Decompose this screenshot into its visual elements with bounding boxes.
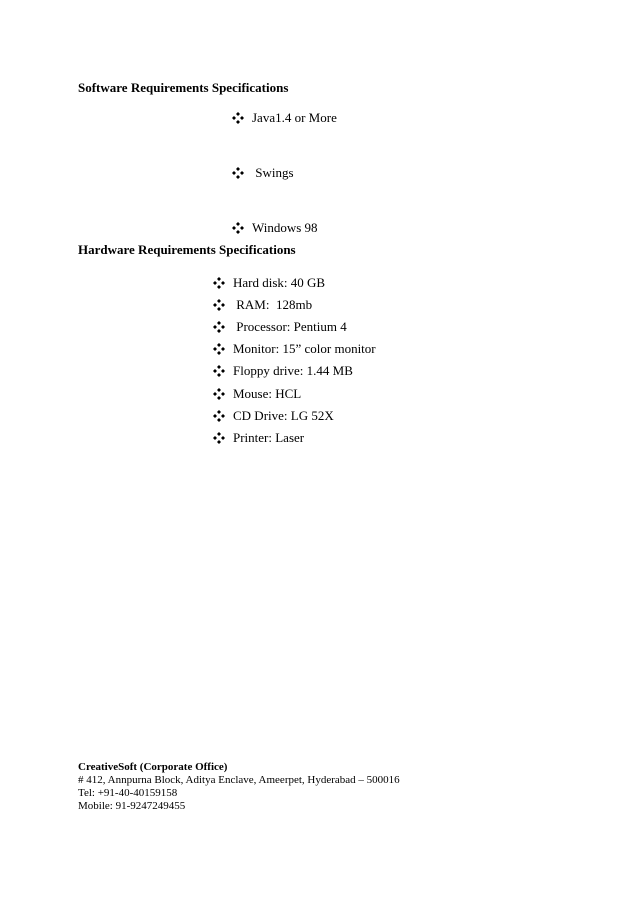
list-item xyxy=(213,275,325,291)
four-diamond-bullet-icon xyxy=(232,112,244,124)
four-diamond-bullet-icon xyxy=(213,365,225,377)
list-item-text: Printer: Laser xyxy=(233,430,305,445)
list-item-text: Hard disk: 40 GB xyxy=(233,275,326,290)
four-diamond-bullet-icon xyxy=(213,432,225,444)
list-item-text: Processor: Pentium 4 xyxy=(233,319,347,334)
list-item xyxy=(232,165,294,181)
four-diamond-bullet-icon xyxy=(213,277,225,289)
list-item-text: Monitor: 15” color monitor xyxy=(233,341,376,356)
software-requirements-heading: Software Requirements Specifications xyxy=(78,80,289,95)
list-item-text: Mouse: HCL xyxy=(233,386,302,401)
footer-mobile: Mobile: 91-9247249455 xyxy=(78,800,186,812)
list-item xyxy=(213,430,304,446)
list-item-text: Windows 98 xyxy=(252,220,318,235)
list-item xyxy=(213,386,301,402)
list-item xyxy=(213,341,376,357)
list-item xyxy=(232,110,337,126)
list-item xyxy=(213,408,334,424)
list-item-text: RAM: 128mb xyxy=(233,297,313,312)
footer-contact-block xyxy=(78,761,400,813)
four-diamond-bullet-icon xyxy=(213,388,225,400)
four-diamond-bullet-icon xyxy=(213,299,225,311)
list-item xyxy=(232,220,318,236)
list-item xyxy=(213,319,347,335)
four-diamond-bullet-icon xyxy=(213,410,225,422)
list-item-text: Java1.4 or More xyxy=(252,110,337,125)
four-diamond-bullet-icon xyxy=(232,222,244,234)
list-item-text: Floppy drive: 1.44 MB xyxy=(233,363,353,378)
list-item xyxy=(213,363,353,379)
four-diamond-bullet-icon xyxy=(213,343,225,355)
footer-company-name: CreativeSoft (Corporate Office) xyxy=(78,761,228,773)
list-item xyxy=(213,297,312,313)
list-item-text: CD Drive: LG 52X xyxy=(233,408,334,423)
four-diamond-bullet-icon xyxy=(213,321,225,333)
four-diamond-bullet-icon xyxy=(232,167,244,179)
footer-address: # 412, Annpurna Block, Aditya Enclave, Ameerpet, Hyderabad – 500016 xyxy=(78,774,400,786)
hardware-requirements-heading: Hardware Requirements Specifications xyxy=(78,242,296,257)
list-item-text: Swings xyxy=(252,165,294,180)
footer-telephone: Tel: +91-40-40159158 xyxy=(78,787,178,799)
